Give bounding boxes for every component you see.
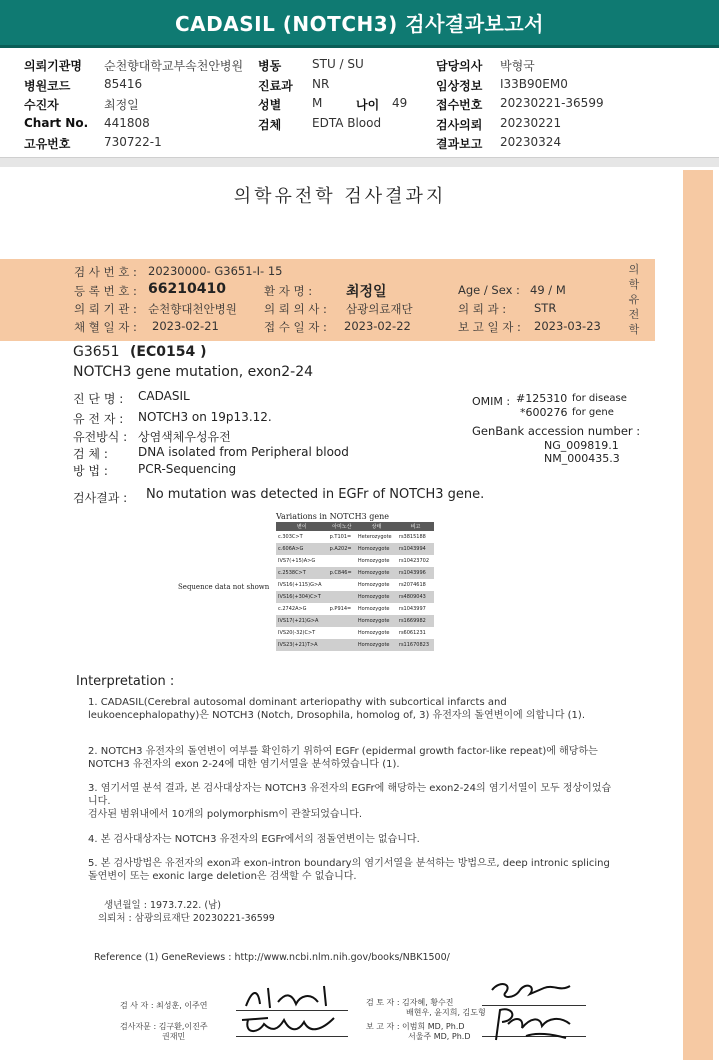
result-text: No mutation was detected in EGFr of NOTCH3 gene. [146, 487, 485, 502]
genbank-1: NG_009819.1 [544, 439, 619, 452]
test-code: G3651 [73, 344, 120, 360]
reg-no-value: 66210410 [148, 281, 226, 297]
hospital-code-value: 85416 [104, 77, 143, 91]
table-row: IVS16(+115)G>A Homozygote rs2074618 [276, 579, 434, 591]
age-sex-label: Age / Sex : [458, 283, 520, 297]
collect-date-label: 채 혈 일 자 : [74, 320, 137, 334]
receipt-date-value: 2023-02-22 [344, 319, 411, 333]
gene-label: 유 전 자 : [73, 412, 124, 426]
sheet-title: 의학유전학 검사결과지 [233, 186, 447, 207]
test-name: NOTCH3 gene mutation, exon2-24 [73, 364, 314, 380]
age-sex-value: 49 / M [530, 283, 566, 297]
unique-no-label: 고유번호 [24, 137, 71, 151]
report-date-value-band: 2023-03-23 [534, 319, 601, 333]
col-status: 상태 [356, 522, 397, 531]
specimen-value-body: DNA isolated from Peripheral blood [138, 445, 349, 459]
gene-value: NOTCH3 on 19p13.12. [138, 410, 272, 424]
examiner-signature [240, 982, 340, 1012]
genbank-2: NM_000435.3 [544, 452, 620, 465]
diagnosis-value: CADASIL [138, 389, 190, 403]
reviewer-label: 검 토 자 : 김자혜, 황수진 [366, 998, 454, 1007]
patient-value: 최정일 [346, 284, 387, 300]
request-date-value: 20230221 [500, 116, 562, 130]
table-row: c.2742A>G p.P914= Homozygote rs1043997 [276, 603, 434, 615]
sex-label: 성별 [258, 98, 282, 112]
receipt-date-label: 접 수 일 자 : [264, 320, 327, 334]
table-row: IVS16(+304)C>T Homozygote rs4809043 [276, 591, 434, 603]
department-value: NR [312, 77, 330, 91]
ward-value: STU / SU [312, 57, 364, 71]
clinical-info-label: 임상정보 [436, 79, 483, 93]
patient-info [0, 52, 719, 157]
table-row: c.606A>G p.A202= Homozygote rs1043994 [276, 543, 434, 555]
table-row: IVS20(-32)C>T Homozygote rs6061231 [276, 627, 434, 639]
table-row: c.303C>T p.T101= Heterozygote rs3815188 [276, 531, 434, 543]
examinee-value: 최정일 [104, 98, 139, 112]
reporter-signature [486, 1006, 586, 1044]
consult-label: 검사자문 : 김구환,이진주 [120, 1022, 208, 1031]
ward-label: 병동 [258, 59, 282, 73]
variations-title: Variations in NOTCH3 gene [276, 512, 389, 521]
specimen-value: EDTA Blood [312, 116, 382, 130]
test-no-label: 검 사 번 호 : [74, 265, 137, 279]
diagnosis-label: 진 단 명 : [73, 392, 124, 406]
clinical-info-value: I33B90EM0 [500, 77, 568, 91]
genbank-label: GenBank accession number : [472, 424, 641, 438]
side-vertical-label: 의 학 유 전 학 [628, 263, 640, 336]
table-row: c.2538C>T p.C846= Homozygote rs1043996 [276, 567, 434, 579]
specimen-label: 검체 [258, 118, 282, 132]
request-date-label: 검사의뢰 [436, 118, 483, 132]
omim-label: OMIM : [472, 395, 511, 408]
interpretation-item-5: 5. 본 검사방법은 유전자의 exon과 exon-intron boundary의 염기서열을 분석하는 방법으로, deep intronic splicing 돌연변이 또는 exonic large deletion은 검색할 수 없습니다. [88, 858, 610, 882]
omim-disease: #125310 [516, 392, 568, 405]
requester-value: 순천향대천안병원 [148, 302, 237, 316]
receipt-no-value: 20230221-36599 [500, 96, 604, 110]
right-color-band [683, 170, 713, 1060]
sex-value: M [312, 96, 323, 110]
reg-no-label: 등 록 번 호 : [74, 284, 137, 298]
interpretation-item-4: 4. 본 검사대상자는 NOTCH3 유전자의 EGFr에서의 점돌연변이는 없습니다. [88, 834, 420, 845]
reporter-label-2: 서울주 MD, Ph.D [408, 1032, 471, 1041]
report-header-bar [0, 0, 719, 48]
consult-label-2: 권재민 [162, 1032, 186, 1041]
col-variant: 변이 [276, 522, 328, 531]
collect-date-value: 2023-02-21 [152, 319, 219, 333]
dept-label: 의 뢰 과 : [458, 302, 507, 316]
referrer: 의뢰처 : 삼광의료재단 20230221-36599 [98, 913, 275, 924]
doctor-label: 담당의사 [436, 59, 483, 73]
dept-value: STR [534, 301, 557, 315]
interpretation-item-2: 2. NOTCH3 유전자의 돌연변이 여부를 확인하기 위하여 EGFr (epidermal growth factor-like repeat)에 해당하는 NOTCH3 유전자의 exon 2-24에 대한 염기서열을 분석하였습니다 (1). [88, 746, 598, 770]
institution-value: 순천향대학교부속천안병원 [104, 59, 244, 73]
reference: Reference (1) GeneReviews : http://www.ncbi.nlm.nih.gov/books/NBK1500/ [94, 952, 450, 963]
reviewer-signature [484, 978, 584, 1006]
omim-gene: *600276 [520, 406, 568, 419]
col-note: 비고 [397, 522, 434, 531]
birth-date: 생년월일 : 1973.7.22. (남) [104, 900, 221, 911]
variations-table [276, 522, 434, 651]
report-title: CADASIL (NOTCH3) 검사결과보고서 [175, 12, 544, 36]
inheritance-label: 유전방식 : [73, 430, 128, 444]
table-row: IVS23(+21)T>A Homozygote rs11670823 [276, 639, 434, 651]
table-row: IVS17(+21)G>A Homozygote rs1669982 [276, 615, 434, 627]
reporter-label: 보 고 자 : 이범희 MD, Ph.D [366, 1022, 465, 1031]
req-doc-value: 삼광의료재단 [346, 302, 413, 316]
test-code-secondary: (EC0154 ) [130, 344, 207, 360]
section-divider [0, 157, 719, 167]
omim-disease-note: for disease [572, 393, 627, 404]
chart-no-value: 441808 [104, 116, 150, 130]
doctor-value: 박형국 [500, 59, 535, 73]
specimen-label-body: 검 체 : [73, 447, 108, 461]
report-date-value: 20230324 [500, 135, 562, 149]
interpretation-title: Interpretation : [76, 674, 175, 689]
requester-label: 의 뢰 기 관 : [74, 302, 137, 316]
test-no-value: 20230000- G3651-I- 15 [148, 264, 283, 278]
method-value: PCR-Sequencing [138, 462, 237, 476]
table-row: IVS7(+15)A>G Homozygote rs10423702 [276, 555, 434, 567]
age-value: 49 [392, 96, 408, 110]
examiner-label: 검 사 자 : 최성훈, 이주연 [120, 1001, 208, 1010]
sequence-note: Sequence data not shown [178, 583, 270, 591]
hospital-code-label: 병원코드 [24, 79, 71, 93]
inheritance-value: 상염색체우성유전 [138, 430, 231, 444]
consult-signature [238, 1010, 348, 1038]
receipt-no-label: 접수번호 [436, 98, 483, 112]
col-amino-acid: 아미노산 [328, 522, 356, 531]
patient-label: 환 자 명 : [264, 284, 313, 298]
interpretation-item-1: 1. CADASIL(Cerebral autosomal dominant arteriopathy with subcortical infarcts and leukoencephalopathy)은 NOTCH3 (Notch, Drosophila, homolog of, 3) 유전자의 돌연변이에 의합니다 (1). [88, 697, 585, 721]
method-label: 방 법 : [73, 464, 108, 478]
interpretation-item-3: 3. 염기서열 분석 결과, 본 검사대상자는 NOTCH3 유전자의 EGFr에 해당하는 exon2-24의 염기서열이 모두 정상이었습니다. 검사된 범위내에서 10개의 polymorphism이 관찰되었습니다. [88, 783, 612, 820]
report-date-label: 결과보고 [436, 137, 483, 151]
report-date-label-band: 보 고 일 자 : [458, 320, 521, 334]
unique-no-value: 730722-1 [104, 135, 162, 149]
examinee-label: 수진자 [24, 98, 59, 112]
req-doc-label: 의 뢰 의 사 : [264, 302, 327, 316]
department-label: 진료과 [258, 79, 293, 93]
chart-no-label: Chart No. [24, 116, 89, 130]
result-label: 검사결과 : [73, 491, 128, 505]
reviewer-label-2: 배현우, 윤지희, 김도형 [406, 1008, 486, 1017]
age-label: 나이 [356, 98, 380, 112]
institution-label: 의뢰기관명 [24, 59, 82, 73]
omim-gene-note: for gene [572, 407, 614, 418]
